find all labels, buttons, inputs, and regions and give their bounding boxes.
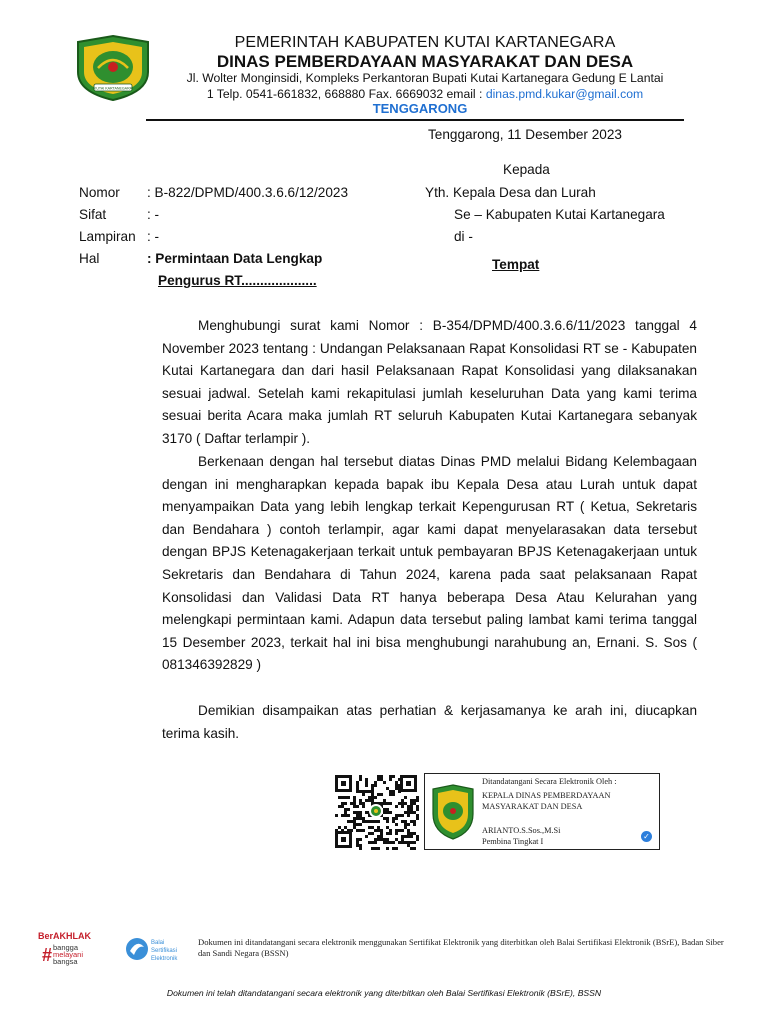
signer-position-line-1: KEPALA DINAS PEMBERDAYAAN: [482, 791, 611, 800]
lampiran-label: Lampiran: [79, 229, 136, 244]
svg-text:Balai: Balai: [151, 940, 165, 946]
regency-seal-icon: [431, 784, 475, 840]
recipient-di: di -: [454, 229, 473, 244]
bsre-notice: Dokumen ini ditandatangani secara elektronik menggunakan Sertifikat Elektronik yang diterbitkan oleh Balai Sertifikasi Elektronik (BSrE), Badan Siber dan Sandi Negara (BSSN): [198, 937, 724, 958]
svg-text:Elektronik: Elektronik: [151, 956, 178, 962]
recipient-name: Yth. Kepala Desa dan Lurah: [425, 185, 596, 200]
svg-text:bangga: bangga: [53, 943, 79, 952]
body-paragraph-1: Menghubungi surat kami Nomor : B-354/DPMD/400.3.6.6/11/2023 tanggal 4 November 2023 tentang : Undangan Pelaksanaan Rapat Konsolidasi RT se - Kabupaten Kutai Kartanegara dan dari hasil Pelaksanaan Rapat Konsolidasi yang dilaksanakan sesuai jadwal. Setelah kami rekapitulasi jumlah keseluruhan Data yang kami terima sesuai berita Acara maka jumlah RT seluruh Kabupaten Kutai Kartanegara sebanyak 3170 ( Daftar terlampir ).: [162, 318, 697, 446]
government-name: PEMERINTAH KABUPATEN KUTAI KARTANEGARA: [234, 34, 616, 51]
body-paragraph-2: Berkenaan dengan hal tersebut diatas Dinas PMD melalui Bidang Kelembagaan dengan ini mengharapkan kepada bapak ibu Kepala Desa atau Lurah untuk dapat menyampaikan Data yang lebih lengkap terkait Kepengurusan RT ( Ketua, Sekretaris dan Bendahara ) contoh terlampir, agar kami dapat menyelarasakan data tersebut dengan BPJS Ketenagakerjaan terkait untuk pembayaran BPJS Ketenagakerjaan untuk Sekretaris dan Bendahara di Tahun 2024, karena pada saat pelaksanaan Rapat Konsolidasi dan Validasi Data RT hanya beberapa Desa Atau Kelurahan yang melengkapi permintaan kami. Adapun data tersebut paling lambat kami terima tanggal 15 Desember 2023, terkait hal ini bisa menghubungi narahubung an, Ernani. S. Sos ( 081346392829 ): [162, 454, 697, 673]
nomor-value: : B-822/DPMD/400.3.6.6/12/2023: [147, 185, 349, 200]
qr-code: [333, 773, 419, 850]
nomor-label: Nomor: [79, 185, 120, 200]
contact-email[interactable]: dinas.pmd.kukar@gmail.com: [485, 87, 644, 101]
recipient-place: Tempat: [492, 257, 540, 272]
letterhead-city: TENGGARONG: [372, 101, 468, 116]
recipient-kepada: Kepada: [503, 162, 550, 177]
hal-label: Hal: [79, 251, 100, 266]
regency-logo: [72, 34, 154, 102]
svg-text:Sertifikasi: Sertifikasi: [151, 948, 178, 954]
department-contact: [160, 87, 690, 101]
hal-value: : Permintaan Data Lengkap: [147, 251, 323, 266]
footer-disclaimer: Dokumen ini telah ditandatangani secara elektronik yang diterbitkan oleh Balai Sertifikasi Elektronik (BSrE), BSSN: [166, 988, 602, 998]
recipient-region: Se – Kabupaten Kutai Kartanegara: [454, 207, 665, 222]
department-name: DINAS PEMBERDAYAAN MASYARAKAT DAN DESA: [216, 52, 634, 71]
contact-phone-fax: 1 Telp. 0541-661832, 668880 Fax. 6669032 email :: [206, 87, 486, 101]
svg-text:#: #: [42, 945, 53, 965]
svg-text:KUTAI KARTANEGARA: KUTAI KARTANEGARA: [93, 86, 133, 91]
signed-by-label: Ditandatangani Secara Elektronik Oleh :: [482, 777, 617, 786]
verified-check-icon: ✓: [641, 831, 652, 842]
lampiran-value: : -: [147, 229, 160, 244]
signer-name: ARIANTO.S.Sos.,M.Si: [482, 826, 561, 835]
bsre-logo: [124, 935, 194, 963]
signer-rank: Pembina Tingkat I: [482, 837, 544, 846]
svg-text:bangsa: bangsa: [53, 957, 78, 966]
letter-date: Tenggarong, 11 Desember 2023: [428, 127, 622, 142]
e-signature-box: [424, 773, 660, 850]
body-paragraph-3: Demikian disampaikan atas perhatian & kerjasamanya ke arah ini, diucapkan terima kasih.: [162, 703, 697, 741]
sifat-value: : -: [147, 207, 160, 222]
hal-value-continued: Pengurus RT....................: [158, 273, 317, 288]
department-address: Jl. Wolter Monginsidi, Kompleks Perkantoran Bupati Kutai Kartanegara Gedung E Lantai: [186, 71, 664, 85]
signer-position-line-2: MASYARAKAT DAN DESA: [482, 802, 583, 811]
berakhlak-logo: [36, 928, 116, 968]
letterhead-divider: [146, 119, 684, 121]
sifat-label: Sifat: [79, 207, 107, 222]
svg-text:BerAKHLAK: BerAKHLAK: [38, 931, 92, 941]
svg-text:melayani: melayani: [53, 950, 84, 959]
